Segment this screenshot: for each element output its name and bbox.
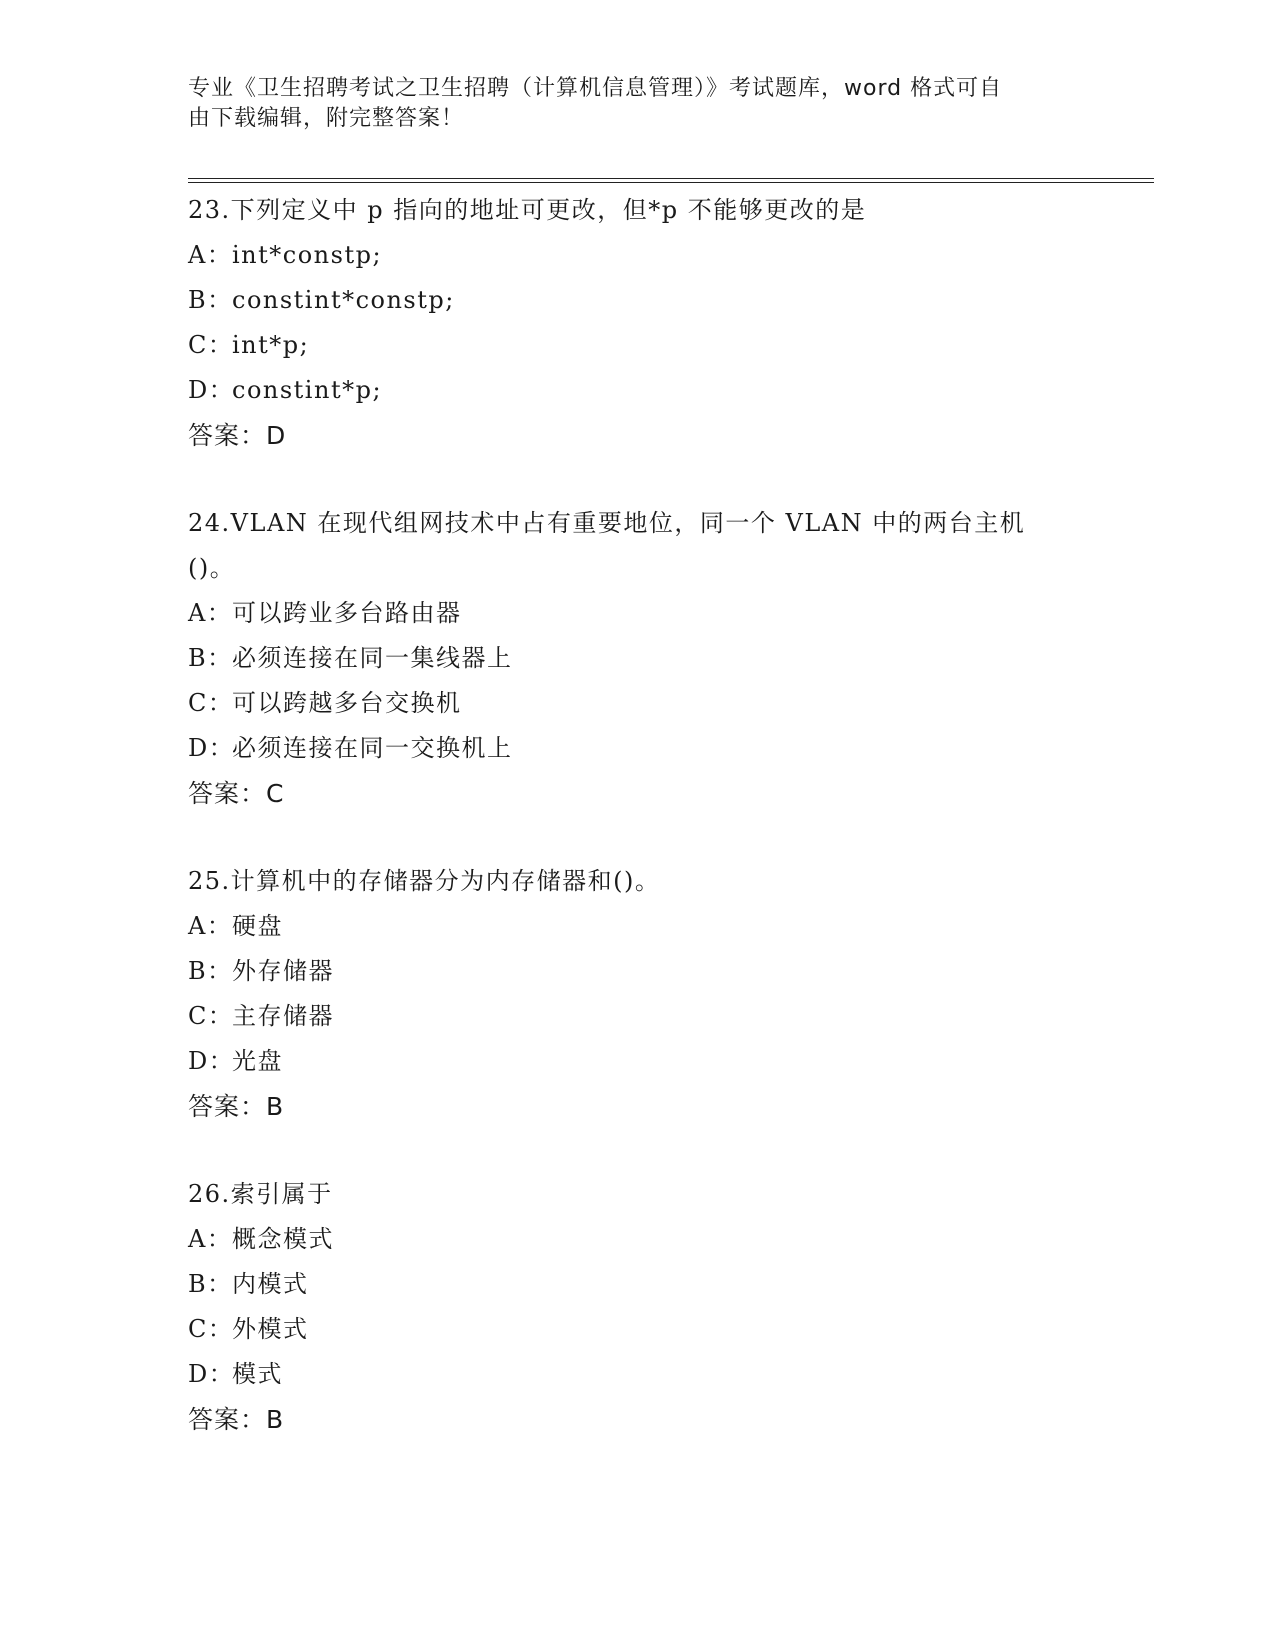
option-text: 光盘: [232, 1047, 283, 1075]
document-header: [188, 74, 1088, 134]
option-text: 外存储器: [232, 957, 334, 985]
option-key: A：: [188, 912, 233, 940]
option-text: 必须连接在同一集线器上: [232, 644, 513, 672]
option-b: [188, 278, 1088, 323]
option-key: D：: [188, 376, 235, 404]
option-b: [188, 1262, 1088, 1307]
option-text: 可以跨越多台交换机: [232, 689, 462, 717]
option-d: [188, 1039, 1088, 1084]
question-stem: 26.索引属于: [188, 1180, 333, 1208]
option-text: constint*p;: [232, 376, 383, 404]
option-key: B：: [188, 1270, 233, 1298]
option-a: [188, 1217, 1088, 1262]
question-stem: 25.计算机中的存储器分为内存储器和()。: [188, 867, 661, 895]
option-b: [188, 949, 1088, 994]
option-key: D：: [188, 1360, 235, 1388]
option-key: A：: [188, 1225, 233, 1253]
option-key: C：: [188, 331, 234, 359]
option-key: B：: [188, 286, 233, 314]
question-stem-continued: ()。: [188, 554, 236, 582]
question-stem: 24.VLAN 在现代组网技术中占有重要地位，同一个 VLAN 中的两台主机: [188, 509, 1026, 537]
option-key: C：: [188, 1002, 234, 1030]
option-text: 外模式: [232, 1315, 309, 1343]
option-text: 模式: [232, 1360, 283, 1388]
answer-line: 答案：C: [188, 779, 285, 808]
option-text: 内模式: [232, 1270, 309, 1298]
option-b: [188, 636, 1088, 681]
header-divider-bottom: [188, 182, 1154, 183]
option-key: C：: [188, 689, 234, 717]
option-text: 概念模式: [232, 1225, 334, 1253]
option-text: int*p;: [232, 331, 310, 359]
option-d: [188, 726, 1088, 771]
option-c: [188, 994, 1088, 1039]
option-text: constint*constp;: [232, 286, 455, 314]
question-24: [188, 501, 1088, 816]
option-a: [188, 591, 1088, 636]
option-text: 主存储器: [232, 1002, 334, 1030]
option-key: A：: [188, 241, 233, 269]
option-key: D：: [188, 1047, 235, 1075]
answer-line: 答案：B: [188, 1405, 285, 1434]
option-key: B：: [188, 957, 233, 985]
option-a: [188, 233, 1088, 278]
option-text: 硬盘: [232, 912, 283, 940]
option-key: B：: [188, 644, 233, 672]
option-c: [188, 1307, 1088, 1352]
question-list: [188, 188, 1088, 1485]
option-d: [188, 368, 1088, 413]
answer-line: 答案：D: [188, 421, 287, 450]
option-a: [188, 904, 1088, 949]
header-divider-top: [188, 178, 1154, 179]
option-c: [188, 323, 1088, 368]
answer-line: 答案：B: [188, 1092, 285, 1121]
question-stem: 23.下列定义中 p 指向的地址可更改，但*p 不能够更改的是: [188, 196, 867, 224]
question-25: [188, 859, 1088, 1129]
option-text: int*constp;: [232, 241, 383, 269]
option-d: [188, 1352, 1088, 1397]
option-key: C：: [188, 1315, 234, 1343]
option-key: A：: [188, 599, 233, 627]
option-text: 可以跨业多台路由器: [232, 599, 462, 627]
option-c: [188, 681, 1088, 726]
option-text: 必须连接在同一交换机上: [232, 734, 513, 762]
header-line-1: 专业《卫生招聘考试之卫生招聘（计算机信息管理）》考试题库，word 格式可自: [188, 76, 1003, 101]
option-key: D：: [188, 734, 235, 762]
header-line-2: 由下载编辑，附完整答案！: [188, 106, 465, 131]
question-26: [188, 1172, 1088, 1442]
question-23: [188, 188, 1088, 458]
